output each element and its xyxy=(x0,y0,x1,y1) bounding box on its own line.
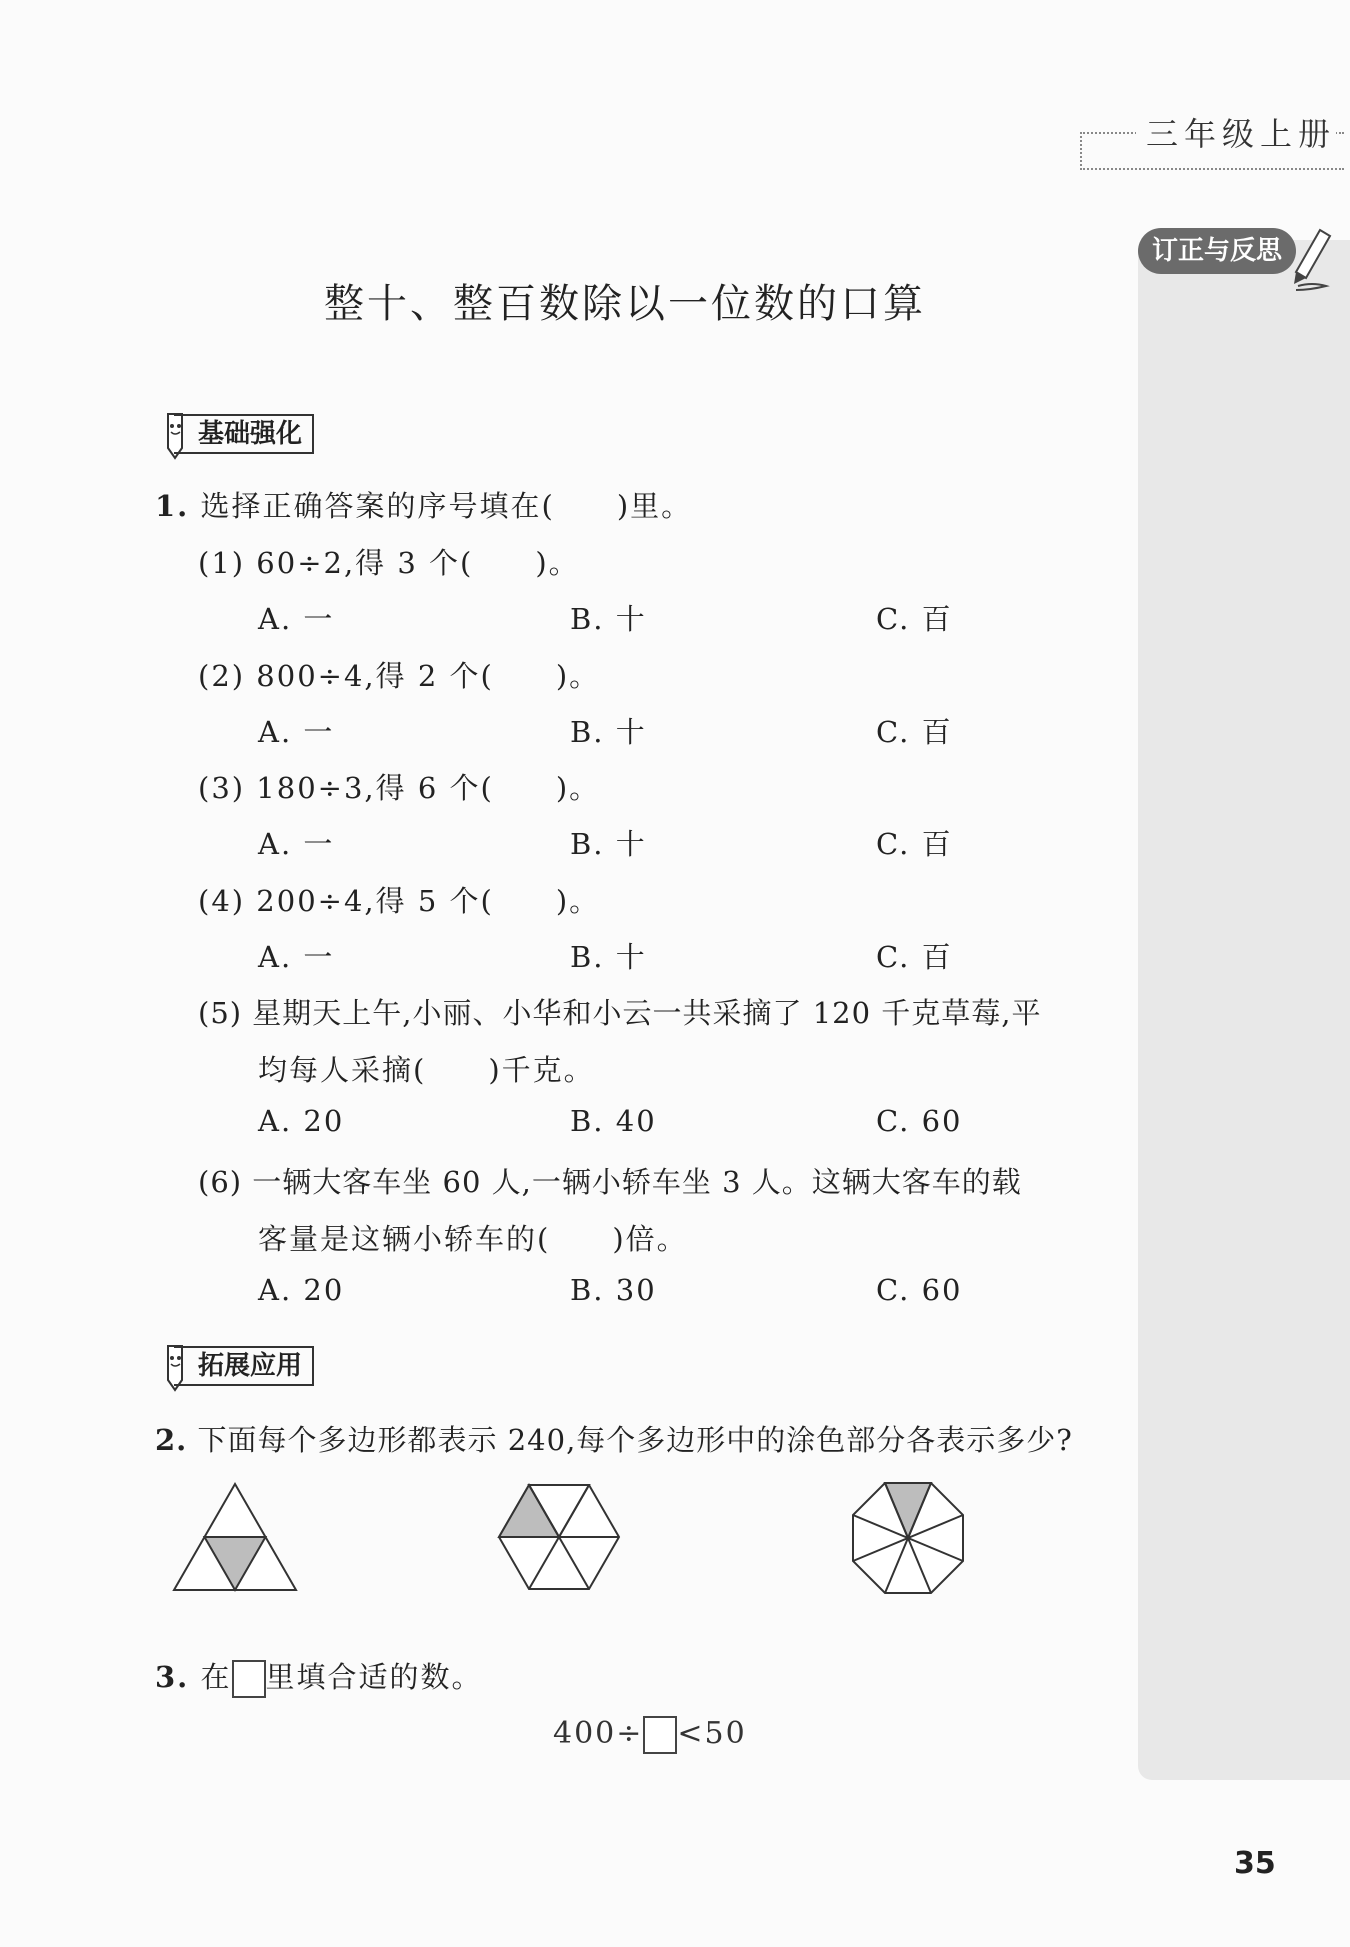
q1-item-5-option-a: A. 20 xyxy=(258,1104,345,1138)
correction-sidebar xyxy=(1138,240,1350,1780)
q1-item-4-option-b: B. 十 xyxy=(570,940,647,974)
q1-item-1-option-c: C. 百 xyxy=(876,602,953,636)
section-extend-label: 拓展应用 xyxy=(174,1346,314,1386)
q1-item-1-option-a: A. 一 xyxy=(258,602,335,636)
q1-item-4-option-a: A. 一 xyxy=(258,940,335,974)
q1-item-6-stem: (6) 一辆大客车坐 60 人,一辆小轿车坐 3 人。这辆大客车的载 xyxy=(198,1165,1022,1199)
q2-heading xyxy=(155,1418,1073,1459)
q1-item-4-stem: (4) 200÷4,得 5 个( )。 xyxy=(198,884,601,918)
q1-text: 选择正确答案的序号填在( )里。 xyxy=(200,489,693,523)
q1-item-3-option-b: B. 十 xyxy=(570,827,647,861)
q3-answer-box[interactable] xyxy=(643,1716,677,1754)
q1-item-5-option-b: B. 40 xyxy=(570,1104,657,1138)
q3-text-after: 里填合适的数。 xyxy=(265,1660,483,1694)
q1-item-1-option-b: B. 十 xyxy=(570,602,647,636)
q1-item-5-stem-cont: 均每人采摘( )千克。 xyxy=(258,1053,595,1087)
hexagon-figure xyxy=(494,1480,624,1595)
grade-label: 三年级上册 xyxy=(1136,115,1336,153)
q3-number: 3. xyxy=(155,1660,190,1694)
q1-item-2-option-c: C. 百 xyxy=(876,715,953,749)
q1-item-6-option-c: C. 60 xyxy=(876,1273,963,1307)
section-basic-label: 基础强化 xyxy=(174,414,314,454)
q2-number: 2. xyxy=(155,1423,188,1457)
q3-expr-right: <50 xyxy=(677,1716,747,1751)
q1-item-5-option-c: C. 60 xyxy=(876,1104,963,1138)
pencil-icon xyxy=(1290,222,1336,292)
q1-item-6-option-a: A. 20 xyxy=(258,1273,345,1307)
q3-text-before: 在 xyxy=(200,1660,232,1694)
q2-text: 下面每个多边形都表示 240,每个多边形中的涂色部分各表示多少? xyxy=(197,1423,1073,1457)
q1-item-5-stem: (5) 星期天上午,小丽、小华和小云一共采摘了 120 千克草莓,平 xyxy=(198,996,1042,1030)
page-number: 35 xyxy=(1234,1846,1276,1881)
q1-number: 1. xyxy=(155,489,190,523)
q1-item-3-option-c: C. 百 xyxy=(876,827,953,861)
q1-item-1-stem: (1) 60÷2,得 3 个( )。 xyxy=(198,546,580,580)
q3-blank-box xyxy=(232,1660,266,1698)
q1-item-2-stem: (2) 800÷4,得 2 个( )。 xyxy=(198,659,601,693)
q1-heading xyxy=(155,484,692,525)
correction-tab: 订正与反思 xyxy=(1138,228,1296,274)
triangle-figure xyxy=(170,1480,300,1595)
section-extend xyxy=(160,1346,314,1386)
q1-item-4-option-c: C. 百 xyxy=(876,940,953,974)
q3-expr-left: 400÷ xyxy=(553,1716,644,1751)
q3-heading xyxy=(155,1655,483,1698)
octagon-figure xyxy=(848,1478,968,1598)
page-title: 整十、整百数除以一位数的口算 xyxy=(324,281,926,327)
q1-item-2-option-b: B. 十 xyxy=(570,715,647,749)
q1-item-6-option-b: B. 30 xyxy=(570,1273,657,1307)
q1-item-6-stem-cont: 客量是这辆小轿车的( )倍。 xyxy=(258,1222,688,1256)
section-basic xyxy=(160,414,314,454)
q3-expression xyxy=(553,1716,747,1754)
q1-item-3-stem: (3) 180÷3,得 6 个( )。 xyxy=(198,771,601,805)
grade-label-box xyxy=(1080,115,1344,170)
q1-item-2-option-a: A. 一 xyxy=(258,715,335,749)
q1-item-3-option-a: A. 一 xyxy=(258,827,335,861)
